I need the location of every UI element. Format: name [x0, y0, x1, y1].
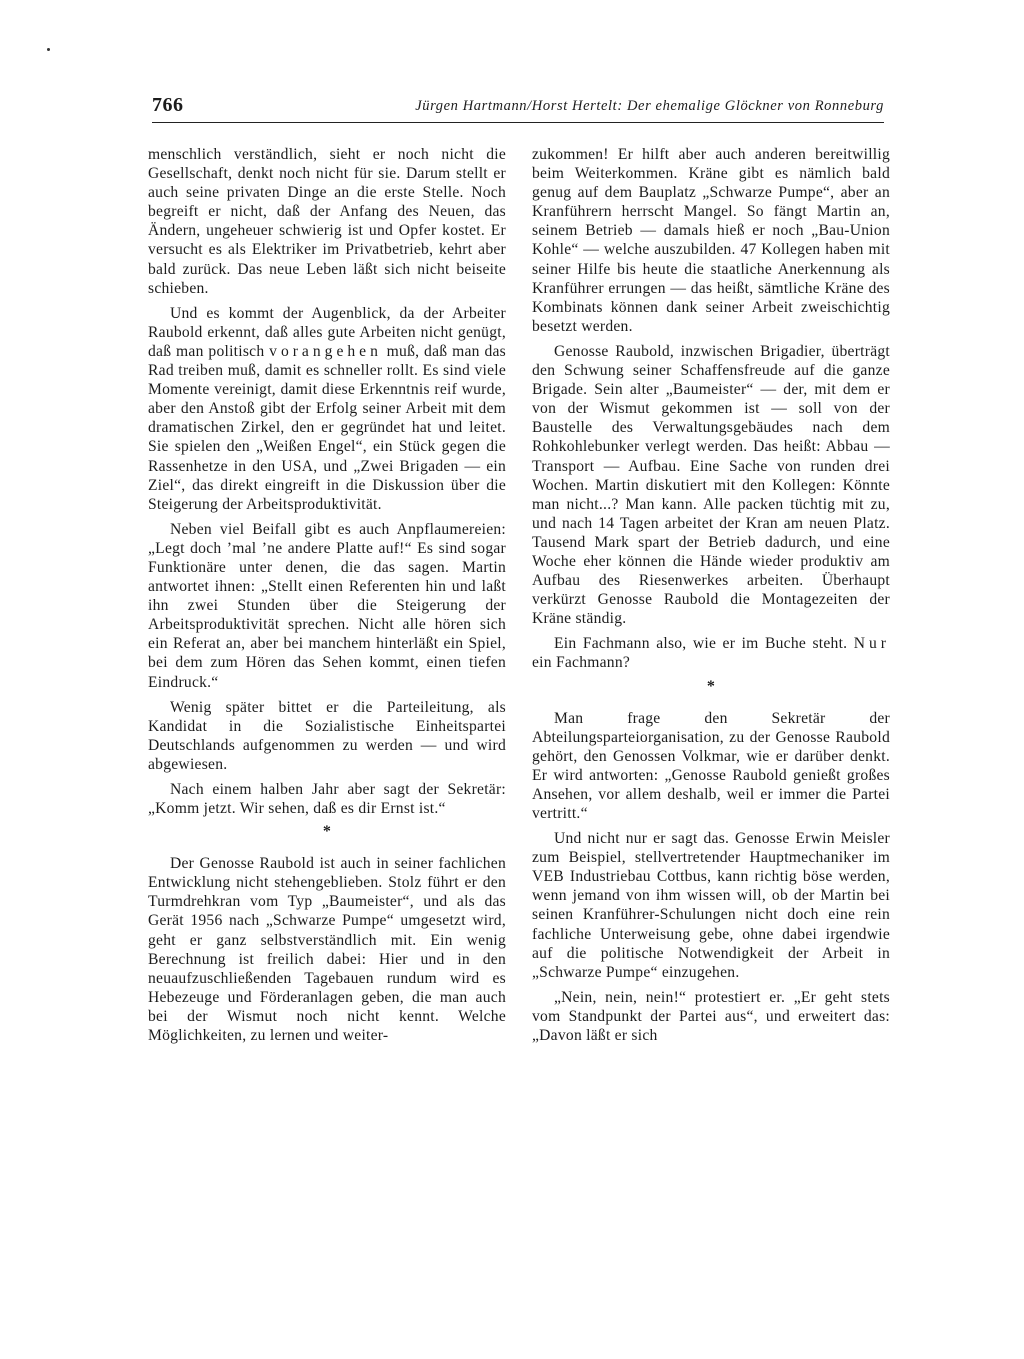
running-head: Jürgen Hartmann/Horst Hertelt: Der ehemalige Glöckner von Ronneburg — [415, 98, 884, 114]
spaced-emphasis: Nur — [853, 635, 890, 653]
paragraph: Genosse Raubold, inzwischen Brigadier, überträgt den Schwung seiner Schaffensfreude auf die ganze Brigade. Sein alter „Baumeister“ — der, mit dem er von der Wismut gekommen ist — soll von der Baustelle des Verwaltungsgebäudes nach dem Rohkohlebunker verlegt werden. Das heißt: Abbau — Transport — Aufbau. Eine Sache von runden drei Wochen. Martin diskutiert mit den Kollegen: Könnte man nicht...? Man kann. Alle packen tüchtig mit zu, und nach 14 Tagen arbeitet der Kran am neuen Platz. Tausend Mark spart der Betrieb dadurch, und eine Woche eher können die Hände wieder produktiv am Aufbau des Riesenwerkes arbeiten. Überhaupt verkürzt Genosse Raubold die Montagezeiten der Kräne ständig. — [532, 342, 890, 628]
paragraph: Man frage den Sekretär der Abteilungsparteiorganisation, zu der Genosse Raubold gehört, den Genossen Volkmar, wie er darüber denkt. Er wird antworten: „Genosse Raubold genießt großes Ansehen, vor allem deshalb, weil er immer die Partei vertritt.“ — [532, 709, 890, 822]
paragraph: „Nein, nein, nein!“ protestiert er. „Er geht stets vom Standpunkt der Partei aus“, und erweitert das: „Davon läßt er sich — [532, 988, 890, 1045]
section-separator: * — [322, 823, 332, 841]
paragraph: menschlich verständlich, sieht er noch nicht die Gesellschaft, denkt noch nicht für sie. Darum stellt er auch seine privaten Dinge an die erste Stelle. Noch begreift er nicht, daß der Anfang des Neuen, das Ändern, ungeheuer schwierig ist und Opfer kostet. Er versucht es als Elektriker im Privatbetrieb, kehrt aber bald zurück. Das neue Leben läßt sich nicht beiseite schieben. — [148, 146, 506, 297]
paragraph: zukommen! Er hilft aber auch anderen bereitwillig beim Weiterkommen. Kräne gibt es nämlich bald genug auf dem Bauplatz „Schwarze Pumpe“, aber an Kranführern herrscht Mangel. So fängt Martin an, seinem Betrieb — damals hieß er noch „Bau-Union Kohle“ — welche auszubilden. 47 Kollegen haben mit seiner Hilfe bis heute die staatliche Anerkennung als Kranführer errungen — das heißt, sämtliche Kräne des Kombinats können dank seiner Arbeit zweischichtig besetzt werden. — [532, 146, 890, 335]
section-separator: * — [706, 677, 716, 695]
paragraph-text: Und es kommt der Augenblick, da der Arbeiter Raubold erkennt, daß alles gute Arbeiten nicht genügt, daß man politisch — [148, 304, 506, 360]
paragraph — [148, 304, 506, 514]
paragraph: Nach einem halben Jahr aber sagt der Sekretär: „Komm jetzt. Wir sehen, daß es dir Ernst ist.“ — [148, 781, 506, 818]
scan-speck — [47, 48, 50, 51]
paragraph-text: ein Fachmann? — [532, 654, 631, 672]
spaced-emphasis: vorangehen — [269, 342, 382, 360]
page-number: 766 — [152, 94, 184, 116]
right-column — [532, 145, 890, 1051]
left-column — [148, 145, 506, 1051]
paragraph: Wenig später bittet er die Parteileitung, als Kandidat in die Sozialistische Einheitspartei Deutschlands aufgenommen zu werden — und wird abgewiesen. — [148, 698, 506, 773]
paragraph: Und nicht nur er sagt das. Genosse Erwin Meisler zum Beispiel, stellvertretender Hauptmechaniker im VEB Industriebau Cottbus, kann richtig böse werden, wenn jemand von ihm wissen will, ob der Martin bei seinen Kranführer-Schulungen nicht doch eine rein fachliche Unterweisung gebe, ohne dabei irgendwie auf die politische Notwendigkeit der Arbeit in „Schwarze Pumpe“ einzugehen. — [532, 830, 890, 981]
page-header — [152, 92, 884, 122]
paragraph-text: muß, daß man das Rad treiben muß, damit es schneller rollt. Es sind viele Momente vereinigt, damit diese Erkenntnis reif wurde, aber den Anstoß gibt der Erfolg seiner Arbeit mit dem dramatischen Zirkel, den er gegründet hat und leitet. Sie spielen den „Weißen Engel“, ein Stück gegen die Rassenhetze in den USA, und „Zwei Brigaden — ein Ziel“, das direkt eingreift in die Diskussion über die Steigerung der Arbeitsproduktivität. — [148, 342, 506, 513]
paragraph — [532, 634, 890, 672]
paragraph: Der Genosse Raubold ist auch in seiner fachlichen Entwicklung nicht stehengeblieben. Stolz führt er den Turmdrehkran vom Typ „Baumeister“, und als das Gerät 1956 nach „Schwarze Pumpe“ umgesetzt wird, geht er ganz selbstverständlich mit. Ein wenig Berechnung ist freilich dabei: Hier und in den neuaufzuschließenden Tagebauen rundum wird es Hebezeuge und Förderanlagen geben, die man auch bei der Wismut noch nicht kennt. Welche Möglichkeiten, zu lernen und weiter- — [148, 855, 506, 1045]
header-rule — [152, 122, 884, 123]
paragraph: Neben viel Beifall gibt es auch Anpflaumereien: „Legt doch ’mal ’ne andere Platte auf!“ Es sind sogar Funktionäre unter denen, die das sagen. Martin antwortet ihnen: „Stellt einen Referenten hin und laßt ihn zwei Stunden über die Steigerung der Arbeitsproduktivität sprechen. Nicht alle hören sich ein Referat an, aber bei manchem hinterläßt ein Spiel, bei dem zum Hören das Sehen kommt, einen tiefen Eindruck.“ — [148, 520, 506, 691]
paragraph-text: Ein Fachmann also, wie er im Buche steht. — [554, 635, 854, 653]
